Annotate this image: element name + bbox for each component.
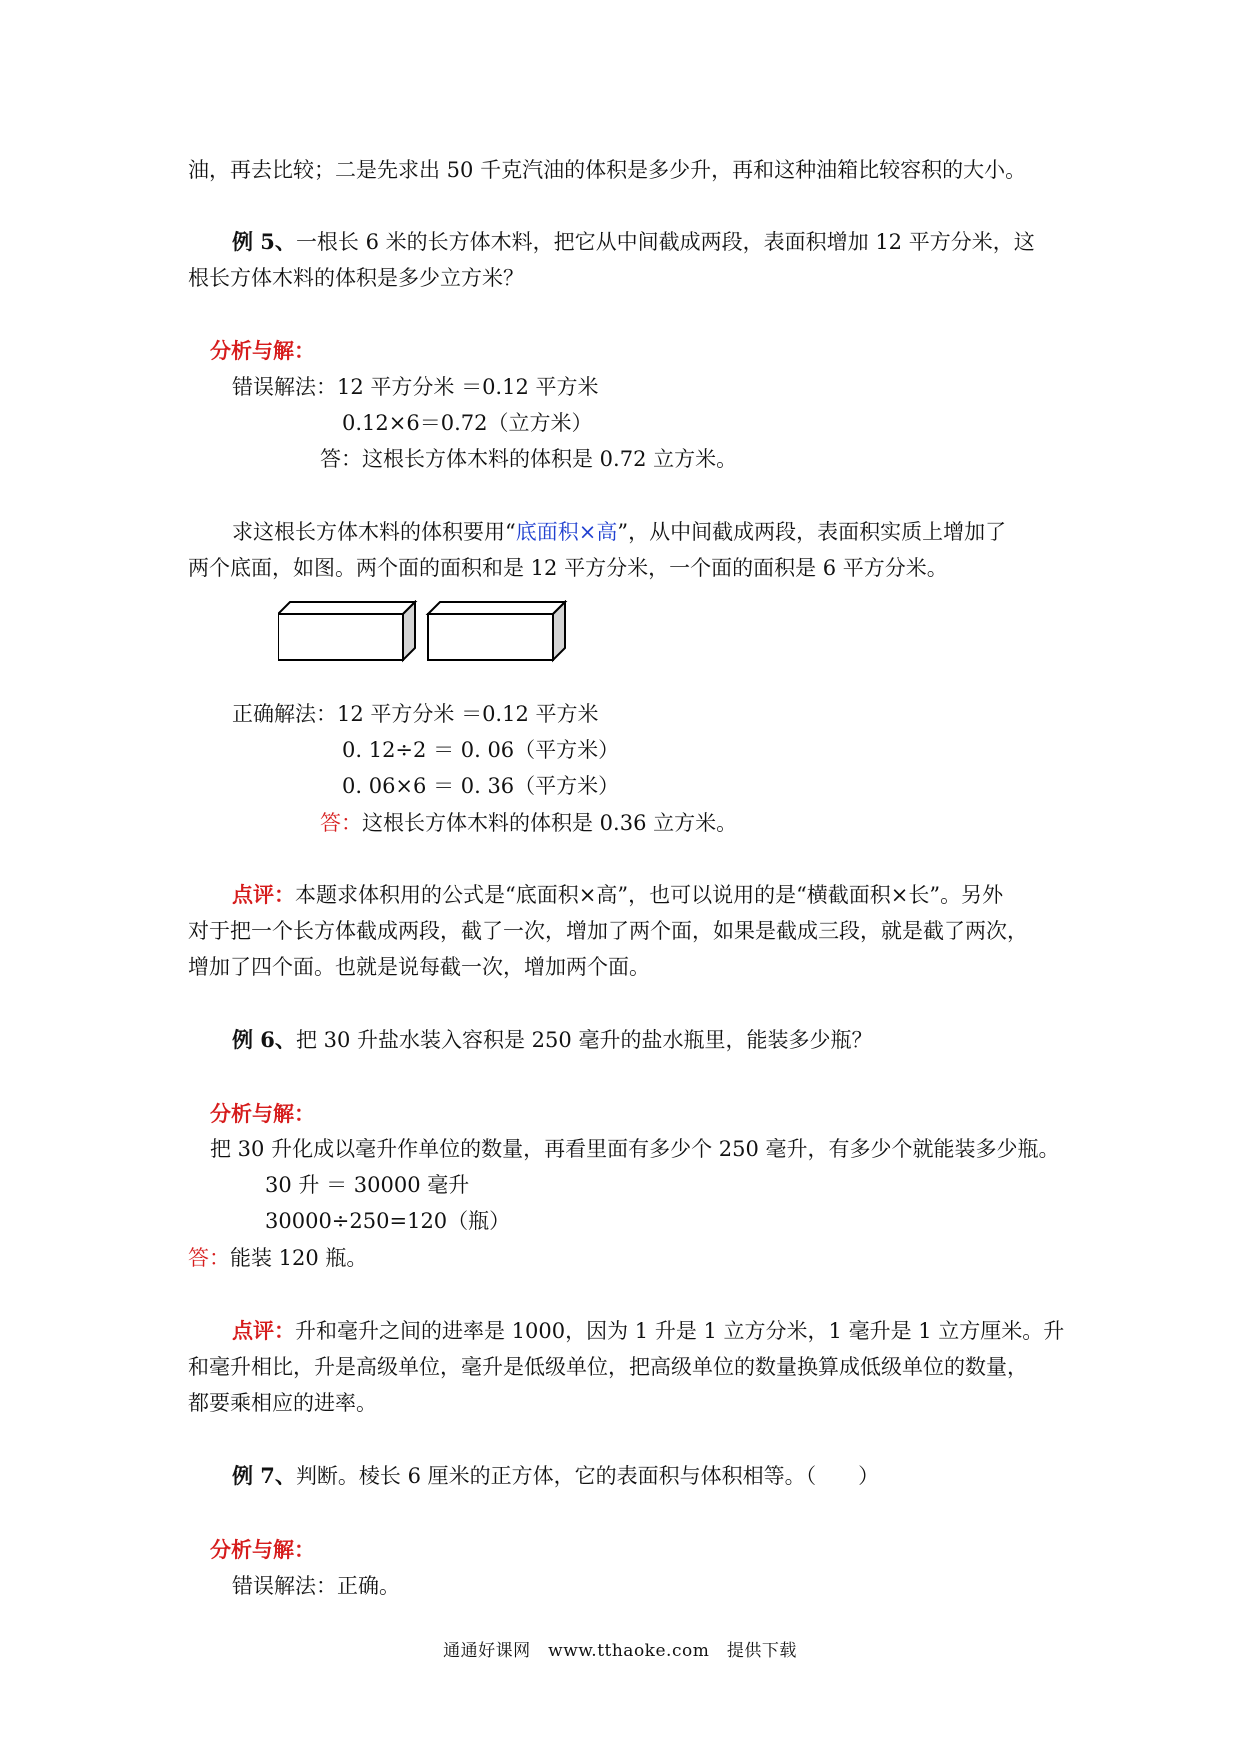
analysis-heading-5: 分析与解： — [210, 338, 315, 363]
formula-highlight: 底面积×高 — [515, 520, 618, 544]
comment-6-line-3: 都要乘相应的进率。 — [188, 1391, 377, 1415]
comment-6-line-2: 和毫升相比，升是高级单位，毫升是低级单位，把高级单位的数量换算成低级单位的数量， — [188, 1355, 1028, 1379]
example-5-text-1: 一根长 6 米的长方体木料，把它从中间截成两段，表面积增加 12 平方分米，这 — [295, 230, 1035, 254]
wrong-solution-step-1: 12 平方分米 ＝0.12 平方米 — [337, 375, 599, 399]
example-7-label: 例 7、 — [232, 1463, 296, 1488]
answer-text: 这根长方体木料的体积是 0.72 立方米。 — [362, 447, 738, 471]
correct-solution-5-answer — [320, 809, 737, 837]
correct-solution-5-step-2: 0. 12÷2 ＝ 0. 06（平方米） — [342, 738, 620, 762]
answer-label: 答： — [188, 1246, 230, 1270]
analysis-heading-6: 分析与解： — [210, 1101, 315, 1126]
explanation-post: ”，从中间截成两段，表面积实质上增加了 — [617, 520, 1007, 544]
wrong-solution-5-answer — [320, 445, 737, 473]
example-6 — [232, 1026, 872, 1054]
example-7 — [232, 1462, 879, 1490]
cuboid-left — [278, 602, 415, 660]
explanation-pre: 求这根长方体木料的体积要用“ — [232, 520, 516, 544]
correct-solution-5-line-1 — [232, 700, 599, 728]
answer-text: 能装 120 瓶。 — [230, 1246, 368, 1270]
example-5-line-1 — [232, 228, 1035, 256]
comment-text-1: 本题求体积用的公式是“底面积×高”，也可以说用的是“横截面积×长”。另外 — [295, 883, 1004, 907]
comment-text-1: 升和毫升之间的进率是 1000，因为 1 升是 1 立方分米，1 毫升是 1 立方厘米。升 — [295, 1319, 1065, 1343]
wrong-solution-label: 错误解法： — [232, 375, 337, 399]
comment-label: 点评： — [232, 882, 295, 907]
comment-6-line-1 — [232, 1317, 1064, 1345]
correct-solution-label: 正确解法： — [232, 702, 337, 726]
wrong-solution-label: 错误解法： — [232, 1574, 337, 1598]
analysis-heading-7: 分析与解： — [210, 1537, 315, 1562]
cuboid-right — [428, 602, 565, 660]
paragraph-continuation: 油，再去比较；二是先求出 50 千克汽油的体积是多少升，再和这种油箱比较容积的大小。 — [188, 158, 1027, 182]
correct-solution-5-step-3: 0. 06×6 ＝ 0. 36（平方米） — [342, 774, 620, 798]
answer-label: 答： — [320, 811, 362, 835]
solution-6-line-2: 30 升 ＝ 30000 毫升 — [265, 1173, 470, 1197]
comment-5-line-3: 增加了四个面。也就是说每截一次，增加两个面。 — [188, 955, 650, 979]
comment-5-line-2: 对于把一个长方体截成两段，截了一次，增加了两个面，如果是截成三段，就是截了两次， — [188, 919, 1028, 943]
wrong-solution-5-line-1 — [232, 373, 599, 401]
answer-text: 这根长方体木料的体积是 0.36 立方米。 — [362, 811, 738, 835]
wrong-solution-text: 正确。 — [337, 1574, 400, 1598]
explanation-5-line-2: 两个底面，如图。两个面的面积和是 12 平方分米，一个面的面积是 6 平方分米。 — [188, 556, 948, 580]
solution-6-line-3: 30000÷250=120（瓶） — [265, 1209, 511, 1233]
cuboid-halves-figure — [278, 600, 568, 666]
wrong-solution-7 — [232, 1572, 400, 1600]
wrong-solution-5-step-2: 0.12×6＝0.72（立方米） — [342, 411, 593, 435]
comment-label: 点评： — [232, 1318, 295, 1343]
comment-5-line-1 — [232, 881, 1003, 909]
example-7-text: 判断。棱长 6 厘米的正方体，它的表面积与体积相等。（ ） — [295, 1464, 880, 1488]
explanation-5-line-1 — [232, 518, 1006, 546]
solution-6-answer — [188, 1244, 367, 1272]
example-5-label: 例 5、 — [232, 229, 296, 254]
example-6-label: 例 6、 — [232, 1027, 296, 1052]
solution-6-line-1: 把 30 升化成以毫升作单位的数量，再看里面有多少个 250 毫升，有多少个就能装多少瓶。 — [210, 1137, 1060, 1161]
page-footer: 通通好课网 www.tthaoke.com 提供下载 — [443, 1641, 797, 1661]
answer-label: 答： — [320, 447, 362, 471]
example-5-line-2: 根长方体木料的体积是多少立方米？ — [188, 266, 524, 290]
example-6-text: 把 30 升盐水装入容积是 250 毫升的盐水瓶里，能装多少瓶？ — [295, 1028, 873, 1052]
correct-solution-step-1: 12 平方分米 ＝0.12 平方米 — [337, 702, 599, 726]
